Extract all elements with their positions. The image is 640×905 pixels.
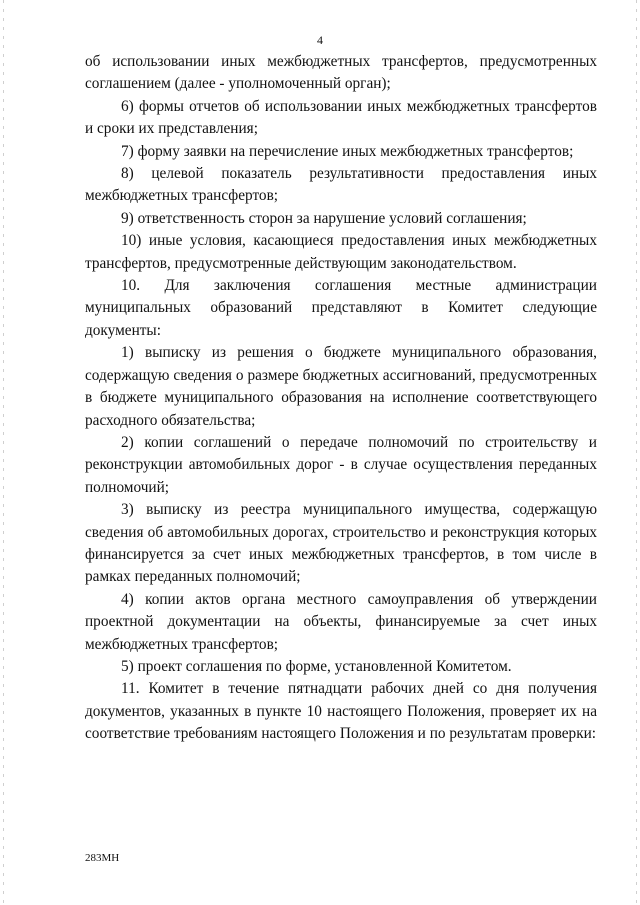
paragraph-doc-2: 2) копии соглашений о передаче полномочий по строительству и реконструкции автомобильных дорог - в случае осуществления переданных полномочий; <box>85 433 597 496</box>
paragraph-doc-1: 1) выписку из решения о бюджете муниципального образования, содержащую сведения о размере бюджетных ассигнований, предусмотренных в бюджете муниципального образования на исполнение соответствующего расходного обязательства; <box>85 344 597 429</box>
document-body <box>85 51 597 746</box>
footer-code: 283МН <box>85 852 120 864</box>
paragraph-doc-5: 5) проект соглашения по форме, установленной Комитетом. <box>121 657 512 675</box>
paragraph-continuation: об использовании иных межбюджетных трансфертов, предусмотренных соглашением (далее - уполномоченный орган); <box>85 53 597 93</box>
scan-edge-right <box>636 0 637 905</box>
paragraph-doc-3: 3) выписку из реестра муниципального имущества, содержащую сведения об автомобильных дорогах, строительство и реконструкция которых финансируется за счет иных межбюджетных трансфертов, в том числе в рамках переданных полномочий; <box>85 501 597 586</box>
paragraph-item-7: 7) форму заявки на перечисление иных межбюджетных трансфертов; <box>121 142 574 160</box>
paragraph-item-8: 8) целевой показатель результативности предоставления иных межбюджетных трансфертов; <box>85 165 597 205</box>
scan-edge-left <box>3 0 4 905</box>
paragraph-item-9: 9) ответственность сторон за нарушение условий соглашения; <box>121 209 527 227</box>
paragraph-item-6: 6) формы отчетов об использовании иных межбюджетных трансфертов и сроки их представления; <box>85 97 597 138</box>
paragraph-clause-11: 11. Комитет в течение пятнадцати рабочих дней со дня получения документов, указанных в пункте 10 настоящего Положения, проверяет их на соответствие требованиям настоящего Положения и по результатам проверки: <box>85 680 597 743</box>
paragraph-clause-10: 10. Для заключения соглашения местные администрации муниципальных образований представляют в Комитет следующие документы: <box>85 277 597 339</box>
paragraph-item-10: 10) иные условия, касающиеся предоставления иных межбюджетных трансфертов, предусмотренные действующим законодательством. <box>85 232 597 272</box>
paragraph-doc-4: 4) копии актов органа местного самоуправления об утверждении проектной документации на объекты, финансируемые за счет иных межбюджетных трансфертов; <box>85 590 597 653</box>
page-number: 4 <box>317 33 323 47</box>
